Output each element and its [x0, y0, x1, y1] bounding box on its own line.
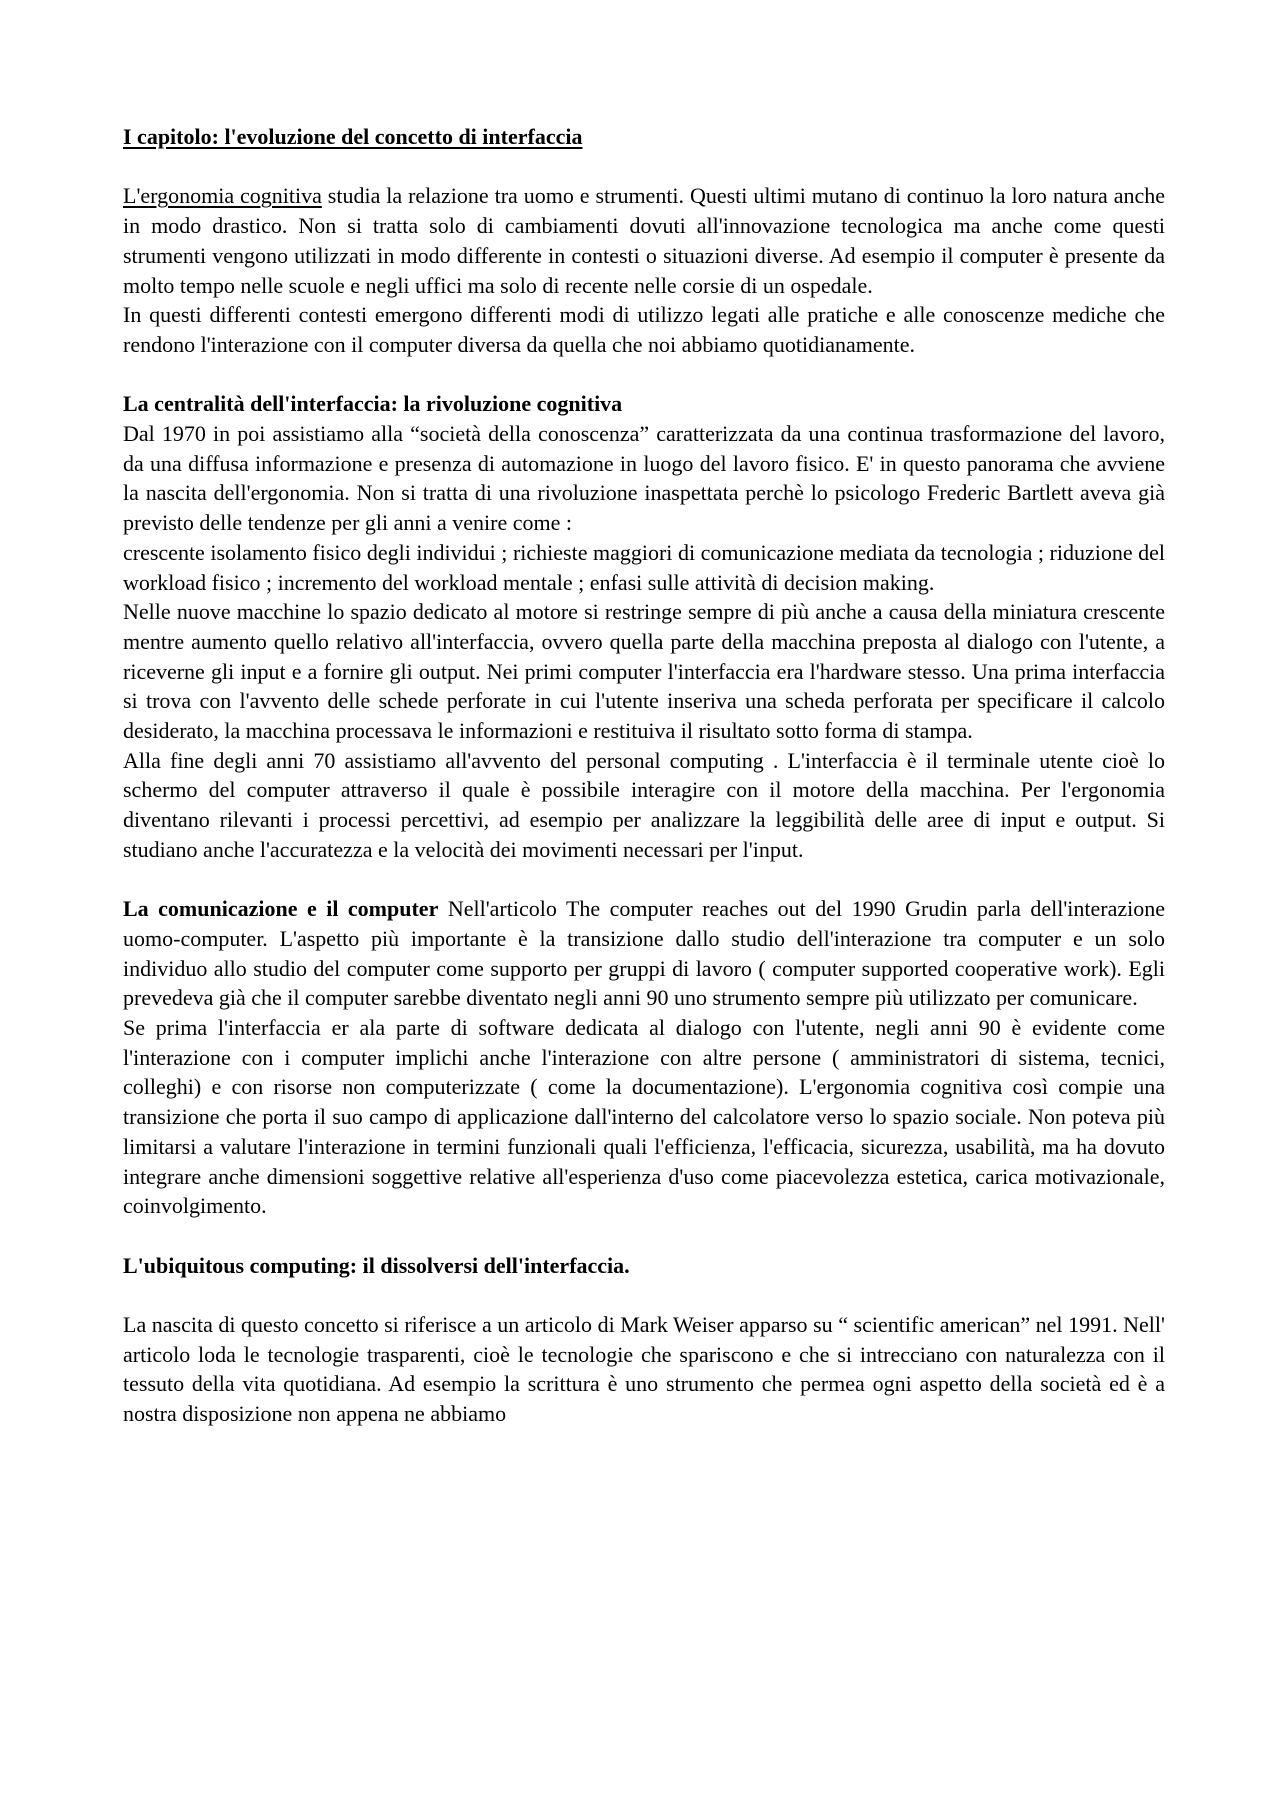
- section2-paragraph-1-text: Nell'articolo The computer reaches out del 1990 Grudin parla dell'interazione uomo-computer. L'aspetto più importante è la transizione dallo studio dell'interazione tra computer e un solo individuo allo studio del computer come supporto per gruppi di lavoro ( computer supported cooperative work). Egli prevedeva già che il computer sarebbe diventato negli anni 90 uno strumento sempre più utilizzato per comunicare.: [123, 896, 1165, 1011]
- section3-paragraph-1: La nascita di questo concetto si riferisce a un articolo di Mark Weiser apparso su “ scientific american” nel 1991. Nell' articolo loda le tecnologie trasparenti, cioè le tecnologie che spariscono e che si intrecciano con naturalezza con il tessuto della vita quotidiana. Ad esempio la scrittura è uno strumento che permea ogni aspetto della società ed è a nostra disposizione non appena ne abbiamo: [123, 1312, 1165, 1427]
- section1-paragraph-1: Dal 1970 in poi assistiamo alla “società della conoscenza” caratterizzata da una continua trasformazione del lavoro, da una diffusa informazione e presenza di automazione in luogo del lavoro fisico. E' in questo panorama che avviene la nascita dell'ergonomia. Non si tratta di una rivoluzione inaspettata perchè lo psicologo Frederic Bartlett aveva già previsto delle tendenze per gli anni a venire come :: [123, 421, 1165, 536]
- intro-paragraph-1: [123, 181, 1165, 300]
- document-page: [123, 122, 1165, 1429]
- spacer: [123, 1280, 1165, 1310]
- section-heading-centralita: La centralità dell'interfaccia: la rivoluzione cognitiva: [123, 391, 623, 417]
- section2-paragraph-1: [123, 894, 1165, 1013]
- section1-paragraph-4: Alla fine degli anni 70 assistiamo all'avvento del personal computing . L'interfaccia è il terminale utente cioè lo schermo del computer attraverso il quale è possibile interagire con il motore della macchina. Per l'ergonomia diventano rilevanti i processi percettivi, ad esempio per analizzare la leggibilità delle aree di input e output. Si studiano anche l'accuratezza e la velocità dei movimenti necessari per l'input.: [123, 747, 1165, 862]
- section-heading-comunicazione: La comunicazione e il computer: [123, 896, 439, 922]
- chapter-title: I capitolo: l'evoluzione del concetto di interfaccia: [123, 124, 583, 149]
- section1-paragraph-2: crescente isolamento fisico degli individui ; richieste maggiori di comunicazione mediata da tecnologia ; riduzione del workload fisico ; incremento del workload mentale ; enfasi sulle attività di decision making.: [123, 539, 1165, 595]
- spacer: [123, 360, 1165, 390]
- intro-term: L'ergonomia cognitiva: [123, 183, 322, 209]
- intro-paragraph-2: In questi differenti contesti emergono differenti modi di utilizzo legati alle pratiche e alle conoscenze mediche che rendono l'interazione con il computer diversa da quella che noi abbiamo quotidianamente.: [123, 302, 1165, 357]
- intro-paragraph-1-text: studia la relazione tra uomo e strumenti. Questi ultimi mutano di continuo la loro natura anche in modo drastico. Non si tratta solo di cambiamenti dovuti all'innovazione tecnologica ma anche come questi strumenti vengono utilizzati in modo differente in contesti o situazioni diverse. Ad esempio il computer è presente da molto tempo nelle scuole e negli uffici ma solo di recente nelle corsie di un ospedale.: [123, 183, 1165, 298]
- spacer: [123, 1221, 1165, 1251]
- section-heading-ubiquitous: L'ubiquitous computing: il dissolversi dell'interfaccia.: [123, 1252, 630, 1278]
- spacer: [123, 152, 1165, 182]
- section2-paragraph-2: Se prima l'interfaccia er ala parte di software dedicata al dialogo con l'utente, negli anni 90 è evidente come l'interazione con i computer implichi anche l'interazione con altre persone ( amministratori di sistema, tecnici, colleghi) e con risorse non computerizzate ( come la documentazione). L'ergonomia cognitiva così compie una transizione che porta il suo campo di applicazione dall'interno del calcolatore verso lo spazio sociale. Non poteva più limitarsi a valutare l'interazione in termini funzionali quali l'efficienza, l'efficacia, sicurezza, usabilità, ma ha dovuto integrare anche dimensioni soggettive relative all'esperienza d'uso come piacevolezza estetica, carica motivazionale, coinvolgimento.: [123, 1015, 1165, 1219]
- section1-paragraph-3: Nelle nuove macchine lo spazio dedicato al motore si restringe sempre di più anche a causa della miniatura crescente mentre aumento quello relativo all'interfaccia, ovvero quella parte della macchina preposta al dialogo con l'utente, a riceverne gli input e a fornire gli output. Nei primi computer l'interfaccia era l'hardware stesso. Una prima interfaccia si trova con l'avvento delle schede perforate in cui l'utente inseriva una scheda perforata per specificare il calcolo desiderato, la macchina processava le informazioni e restituiva il risultato sotto forma di stampa.: [123, 599, 1165, 744]
- spacer: [123, 865, 1165, 895]
